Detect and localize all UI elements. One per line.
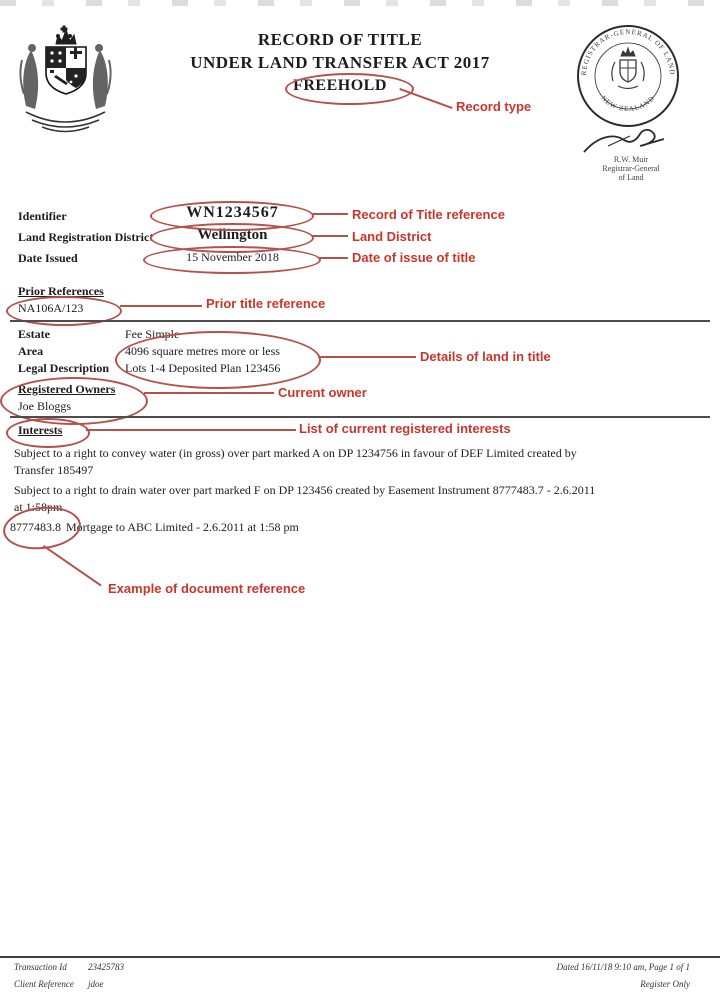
document-reference-annotation: Example of document reference [108, 581, 306, 596]
transaction-id-label: Transaction Id [14, 962, 67, 972]
signatory-title-2: of Land [618, 173, 644, 182]
prior-references-heading: Prior References [18, 284, 104, 298]
mortgage-reference: 8777483.8 [10, 520, 61, 534]
scan-artifact-strip [0, 0, 720, 6]
prior-title-line [120, 305, 202, 307]
freehold-circle-annotation [285, 73, 414, 105]
signatory-title-1: Registrar-General [602, 164, 660, 173]
land-district-line [312, 235, 348, 237]
land-district-annotation: Land District [352, 229, 432, 244]
client-reference-value: jdoe [88, 979, 104, 989]
record-type-value: FREEHOLD [293, 77, 387, 94]
title-line-2: UNDER LAND TRANSFER ACT 2017 [190, 53, 490, 72]
footer-rule [0, 956, 720, 958]
interests-list-line [86, 429, 296, 431]
footer-register-only: Register Only [640, 979, 690, 989]
seal-ring-bottom-text: NEW ZEALAND [599, 94, 657, 114]
transaction-id-value: 23425783 [88, 962, 124, 972]
mortgage-text: Mortgage to ABC Limited - 2.6.2011 at 1:58 pm [66, 520, 299, 534]
signatory-name: R.W. Muir [613, 155, 649, 164]
legal-description-value: Lots 1-4 Deposited Plan 123456 [125, 361, 281, 375]
prior-title-annotation: Prior title reference [206, 296, 326, 311]
date-issue-line [319, 257, 348, 259]
interests-list-annotation: List of current registered interests [299, 421, 511, 436]
document-reference-arrow [43, 545, 102, 586]
estate-label: Estate [18, 327, 50, 341]
title-line-1: RECORD OF TITLE [257, 30, 423, 49]
interest-paragraph-1: Subject to a right to convey water (in gross) over part marked A on DP 1234756 in favour of DEF Limited created by Transfer 185497 [14, 446, 577, 477]
seal-ring-top-text: REGISTRAR-GENERAL OF LAND [579, 27, 677, 76]
land-details-annotation: Details of land in title [420, 349, 551, 364]
identifier-value: WN1234567 [186, 204, 279, 221]
land-details-circle-annotation [115, 331, 321, 389]
registered-owners-heading: Registered Owners [18, 382, 116, 396]
svg-text:NEW ZEALAND [599, 94, 656, 113]
district-label: Land Registration District [18, 230, 154, 244]
current-owner-line [144, 392, 274, 394]
section-divider-1 [10, 320, 710, 322]
interest-paragraph-2: Subject to a right to drain water over part marked F on DP 123456 created by Easement Instrument 8777483.7 - 2.6.2011 at 1:58pm [14, 483, 596, 514]
footer-dated-page: Dated 16/11/18 9:10 am, Page 1 of 1 [556, 962, 690, 972]
current-owner-annotation: Current owner [278, 385, 367, 400]
title-reference-line [312, 213, 348, 215]
date-issue-annotation: Date of issue of title [352, 250, 476, 265]
legal-description-label: Legal Description [18, 361, 109, 375]
registrar-general-seal-icon [576, 24, 680, 133]
land-details-line [318, 356, 416, 358]
area-value: 4096 square metres more or less [125, 344, 280, 358]
date-issued-value: 15 November 2018 [186, 250, 279, 264]
title-reference-annotation: Record of Title reference [352, 207, 505, 222]
client-reference-label: Client Reference [14, 979, 74, 989]
section-divider-2 [10, 416, 710, 418]
interests-heading: Interests [18, 423, 63, 437]
interests-circle-annotation [6, 418, 90, 448]
estate-value: Fee Simple [125, 327, 180, 341]
date-issued-label: Date Issued [18, 251, 78, 265]
prior-reference-value: NA106A/123 [18, 301, 84, 315]
area-label: Area [18, 344, 44, 358]
district-value: Wellington [197, 227, 268, 243]
registered-owner-value: Joe Bloggs [18, 399, 72, 413]
date-circle-annotation [143, 246, 321, 274]
nz-coat-of-arms-icon [8, 20, 123, 150]
identifier-label: Identifier [18, 209, 67, 223]
record-type-annotation: Record type [456, 99, 532, 114]
